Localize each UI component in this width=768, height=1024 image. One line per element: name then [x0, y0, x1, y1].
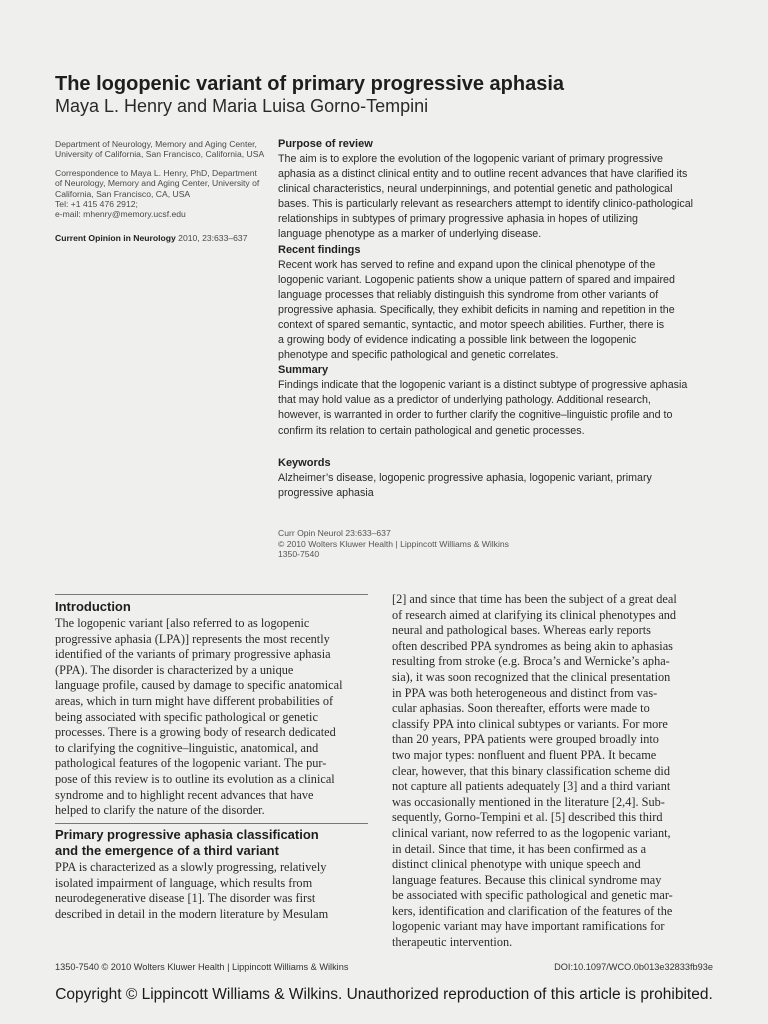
text-line: be associated with specific pathological and genetic mar- [392, 888, 673, 903]
text-line: (PPA). The disorder is characterized by a unique [55, 662, 294, 677]
correspondence-email[interactable]: e-mail: mhenry@memory.ucsf.edu [55, 209, 186, 220]
text-line: syndrome and to highlight recent advances that have [55, 787, 314, 802]
text-line: was occasionally mentioned in the literature [2,4]. Sub- [392, 794, 665, 809]
journal-volume: 2010, 23:633–637 [175, 233, 248, 243]
text-line: language profile, caused by damage to specific anatomical [55, 678, 343, 693]
correspondence-line: of Neurology, Memory and Aging Center, University of [55, 178, 260, 189]
findings-text [278, 258, 718, 364]
summary-heading: Summary [278, 364, 329, 377]
text-line: kers, identification and clarification of the features of the [392, 903, 673, 918]
text-line: clear, however, that this binary classification scheme did [392, 763, 670, 778]
article-authors: Maya L. Henry and Maria Luisa Gorno-Tempini [55, 96, 429, 116]
copyright-notice: Copyright © Lippincott Williams & Wilkins. Unauthorized reproduction of this article is prohibited. [55, 986, 713, 1003]
keywords-text [278, 471, 718, 501]
text-line: clinical characteristics, neural underpinnings, and potential genetic and pathological [278, 183, 673, 196]
section-divider [55, 823, 368, 824]
citation-line: Curr Opin Neurol 23:633–637 [278, 528, 391, 538]
correspondence-line: Tel: +1 415 476 2912; [55, 198, 138, 209]
citation-line: © 2010 Wolters Kluwer Health | Lippincott Williams & Wilkins [278, 538, 509, 549]
purpose-text [278, 152, 718, 243]
keywords-heading: Keywords [278, 456, 331, 469]
section-divider [55, 594, 368, 595]
correspondence-line: Correspondence to Maya L. Henry, PhD, Department [55, 168, 257, 178]
text-line: isolated impairment of language, which results from [55, 875, 313, 890]
text-line: described in detail in the modern literature by Mesulam [55, 906, 329, 921]
text-line: identified of the variants of primary progressive aphasia [55, 647, 331, 662]
text-line: cular aphasias. Soon thereafter, efforts were made to [392, 701, 650, 716]
correspondence-line: California, San Francisco, CA, USA [55, 188, 191, 199]
text-line: of research aimed at clarifying its clinical phenotypes and [392, 607, 677, 622]
text-line: than 20 years, PPA patients were grouped broadly into [392, 732, 659, 747]
text-line: processes. There is a growing body of research dedicated [55, 725, 336, 740]
text-line: Recent work has served to refine and expand upon the clinical phenotype of the [278, 258, 656, 271]
text-line: [2] and since that time has been the subject of a great deal [392, 592, 677, 606]
text-line: progressive aphasia [278, 486, 374, 499]
right-column-text [392, 592, 705, 951]
text-line: helped to clarify the nature of the disorder. [55, 803, 265, 818]
text-line: to clarifying the cognitive–linguistic, anatomical, and [55, 740, 319, 755]
text-line: however, is warranted in order to further clarify the cognitive–linguistic profile and to [278, 409, 673, 422]
text-line: classify PPA into clinical subtypes or variants. For more [392, 716, 668, 731]
text-line: pose of this review is to outline its evolution as a clinical [55, 771, 335, 786]
text-line: language phenotype as a marker of underlying disease. [278, 228, 542, 241]
text-line: not capture all patients adequately [3] and a third variant [392, 779, 671, 794]
text-line: phenotype and specific pathological and genetic correlates. [278, 349, 559, 362]
citation-line: 1350-7540 [278, 549, 320, 560]
text-line: resulting from stroke (e.g. Broca’s and Wernicke’s apha- [392, 654, 670, 669]
summary-text [278, 378, 718, 438]
text-line: language processes that reliably distinguish this syndrome from other variants of [278, 288, 659, 301]
text-line: often described PPA syndromes as being akin to aphasias [392, 638, 673, 653]
affiliation-line: University of California, San Francisco, California, USA [55, 149, 265, 160]
citation-block [278, 528, 509, 560]
text-line: aphasia as a distinct clinical entity and to outline recent advances that have clarified its [278, 168, 688, 181]
text-line: context of spared semantic, syntactic, and motor speech abilities. Further, there is [278, 318, 665, 331]
text-line: that may hold value as a predictor of underlying pathology. Additional research, [278, 394, 651, 407]
text-line: confirm its relation to certain pathological and genetic processes. [278, 424, 585, 437]
text-line: sia), it was soon recognized that the clinical presentation [392, 669, 671, 684]
affiliation-line: Department of Neurology, Memory and Aging Center, [55, 139, 257, 149]
text-line: progressive aphasia. Specifically, they exhibit deficits in naming and repetition in the [278, 303, 675, 316]
text-line: in PPA was both heterogeneous and distinct from vas- [392, 685, 658, 700]
journal-name: Current Opinion in Neurology [55, 233, 176, 243]
footer-doi[interactable]: DOI:10.1097/WCO.0b013e32833fb93e [554, 962, 713, 972]
text-line: The aim is to explore the evolution of the logopenic variant of primary progressive [278, 153, 663, 165]
text-line: clinical variant, now referred to as the logopenic variant, [392, 825, 671, 840]
findings-heading: Recent findings [278, 243, 361, 256]
ppa-heading-line: Primary progressive aphasia classification [55, 827, 319, 842]
introduction-section [55, 599, 368, 819]
journal-reference [55, 233, 267, 243]
text-line: language features. Because this clinical syndrome may [392, 872, 662, 887]
correspondence [55, 168, 267, 219]
text-line: neurodegenerative disease [1]. The disorder was first [55, 891, 316, 906]
ppa-classification-section [55, 827, 368, 922]
article-title: The logopenic variant of primary progressive aphasia [55, 73, 565, 95]
text-line: relationships in subtypes of primary progressive aphasia in hopes of utilizing [278, 213, 639, 226]
introduction-heading: Introduction [55, 599, 131, 614]
text-line: Alzheimer’s disease, logopenic progressive aphasia, logopenic variant, primary [278, 471, 652, 484]
text-line: pathological features of the logopenic variant. The pur- [55, 756, 327, 771]
text-line: progressive aphasia (LPA)] represents the most recently [55, 631, 330, 646]
text-line: two major types: nonfluent and fluent PPA. It became [392, 747, 657, 762]
text-line: distinct clinical phenotype with unique speech and [392, 857, 641, 872]
text-line: Findings indicate that the logopenic variant is a distinct subtype of progressive aphasia [278, 379, 688, 392]
text-line: areas, which in turn might have different probabilities of [55, 693, 334, 708]
text-line: in detail. Since that time, it has been confirmed as a [392, 841, 647, 856]
text-line: The logopenic variant [also referred to as logopenic [55, 616, 310, 630]
text-line: a growing body of evidence indicating a possible link between the logopenic [278, 334, 637, 347]
purpose-heading: Purpose of review [278, 138, 373, 150]
text-line: bases. This is particularly relevant as researchers attempt to identify clinico-pathological [278, 198, 694, 211]
ppa-heading-line: and the emergence of a third variant [55, 843, 279, 858]
text-line: therapeutic intervention. [392, 935, 513, 950]
text-line: neural and pathological bases. Whereas early reports [392, 623, 651, 638]
text-line: being associated with specific pathological or genetic [55, 709, 318, 724]
text-line: logopenic variant may have important ramifications for [392, 919, 665, 934]
text-line: PPA is characterized as a slowly progressing, relatively [55, 860, 327, 874]
affiliation [55, 139, 267, 160]
footer-issn: 1350-7540 © 2010 Wolters Kluwer Health | Lippincott Williams & Wilkins [55, 962, 349, 972]
text-line: logopenic variant. Logopenic patients show a unique pattern of spared and impaired [278, 273, 675, 286]
text-line: sequently, Gorno-Tempini et al. [5] described this third [392, 810, 663, 825]
abstract [278, 137, 718, 501]
